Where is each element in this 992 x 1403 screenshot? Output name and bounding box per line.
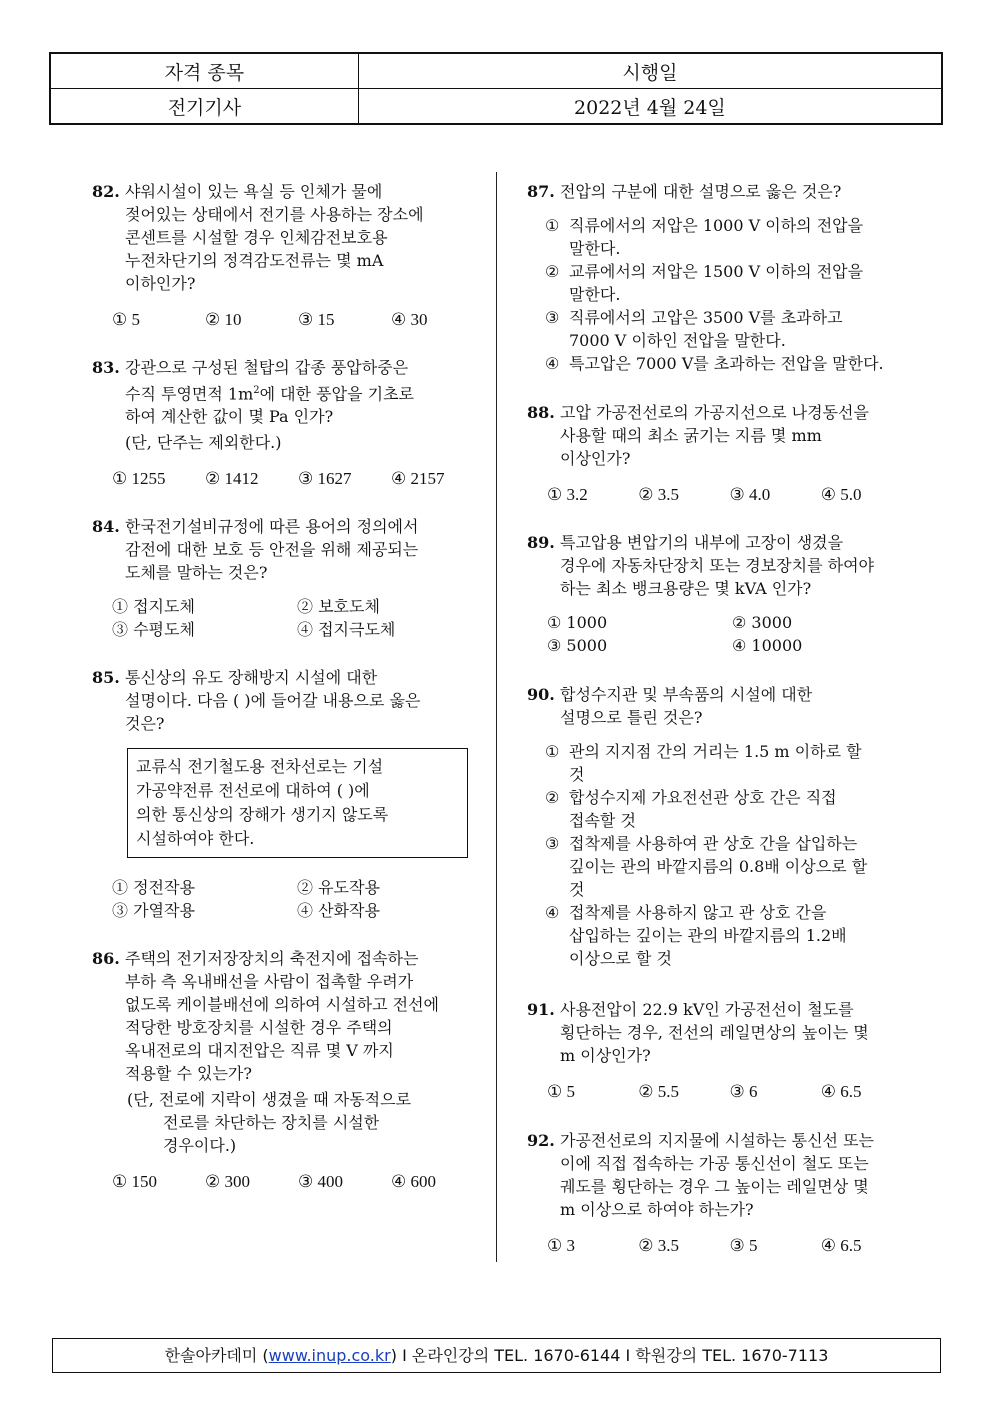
question-line: 한국전기설비규정에 따른 용어의 정의에서	[125, 517, 419, 537]
option-line: 7000 V 이하인 전압을 말한다.	[569, 331, 786, 350]
option-number: ①	[545, 742, 560, 761]
question-line: 전압의 구분에 대한 설명으로 옳은 것은?	[560, 182, 842, 201]
question-number: 92.	[527, 1131, 555, 1150]
question-line: 하여 계산한 값이 몇 Pa 인가?	[125, 407, 334, 427]
option-number: ④	[545, 903, 560, 922]
question-number: 83.	[92, 358, 120, 377]
footer-academy: 한솔아카데미 (	[164, 1346, 269, 1365]
question-84	[92, 515, 484, 641]
option-2[interactable]: ② 5.5	[638, 1082, 679, 1101]
answer-options	[92, 467, 484, 490]
question-text	[125, 180, 484, 295]
option-1[interactable]: ① 정전작용	[112, 878, 195, 898]
question-text	[560, 683, 912, 729]
question-line: 도체를 말하는 것은?	[125, 563, 268, 583]
exam-info-table	[49, 52, 943, 125]
option-1[interactable]: ① 접지도체	[112, 597, 195, 617]
option-4[interactable]: ④ 접지극도체	[297, 620, 396, 640]
header-col1-title: 자격 종목	[50, 53, 358, 89]
option-number: ①	[545, 216, 560, 235]
question-line: 사용전압이 22.9 kV인 가공전선이 철도를	[560, 1000, 854, 1019]
question-number: 88.	[527, 403, 555, 422]
option-line: 직류에서의 고압은 3500 V를 초과하고	[569, 308, 843, 327]
option-line: 접착제를 사용하지 않고 관 상호 간을	[569, 903, 827, 922]
option-2[interactable]: ② 10	[205, 310, 242, 329]
question-line: 합성수지관 및 부속품의 시설에 대한	[560, 685, 813, 704]
question-number: 84.	[92, 517, 120, 537]
question-line: 경우에 자동차단장치 또는 경보장치를 하여야	[560, 556, 875, 575]
question-line: 고압 가공전선로의 가공지선으로 나경동선을	[560, 403, 869, 422]
answer-options	[527, 1234, 912, 1257]
option-3[interactable]: ③ 4.0	[729, 485, 771, 504]
option-1[interactable]	[545, 214, 912, 260]
question-line: m 이상으로 하여야 하는가?	[560, 1200, 754, 1219]
question-fragment: 수직 투영면적 1m	[125, 384, 254, 404]
question-87	[527, 180, 912, 375]
option-1[interactable]: ① 150	[112, 1172, 157, 1192]
question-text	[125, 947, 484, 1157]
option-4[interactable]: ④ 30	[391, 310, 428, 329]
option-3[interactable]	[545, 306, 912, 352]
question-text	[125, 356, 484, 454]
question-line: 부하 측 옥내배선을 사람이 접촉할 우려가	[125, 972, 414, 992]
question-90	[527, 683, 912, 970]
option-line: 말한다.	[569, 239, 621, 258]
question-text	[560, 180, 912, 203]
option-2[interactable]: ② 1412	[205, 469, 259, 489]
question-line: 감전에 대한 보호 등 안전을 위해 제공되는	[125, 540, 419, 560]
question-line: 강관으로 구성된 철탑의 갑종 풍압하중은	[125, 358, 409, 377]
question-line: m 이상인가?	[560, 1046, 651, 1065]
option-3[interactable]	[545, 832, 912, 901]
option-number: ③	[545, 308, 560, 327]
option-line: 교류에서의 저압은 1500 V 이하의 전압을	[569, 262, 864, 281]
option-1[interactable]: ① 1255	[112, 469, 166, 489]
option-line: 합성수지제 가요전선관 상호 간은 직접	[569, 788, 837, 807]
answer-options	[527, 611, 912, 657]
condition-line: 전로를 차단하는 장치를 시설한	[163, 1113, 380, 1133]
option-number: ④	[545, 354, 560, 373]
option-2[interactable]: ② 보호도체	[297, 597, 380, 617]
footer-website-link[interactable]: www.inup.co.kr	[268, 1346, 391, 1365]
question-line: 콘센트를 시설할 경우 인체감전보호용	[125, 228, 388, 247]
option-2[interactable]: ② 300	[205, 1172, 250, 1192]
option-3[interactable]: ③ 5	[729, 1236, 758, 1255]
question-83	[92, 356, 484, 490]
option-2[interactable]	[545, 260, 912, 306]
question-number: 90.	[527, 685, 555, 704]
question-85	[92, 666, 484, 922]
question-number: 82.	[92, 182, 120, 201]
question-91	[527, 998, 912, 1103]
option-4[interactable]: ④ 6.5	[820, 1236, 862, 1255]
answer-options	[527, 1080, 912, 1103]
left-column	[92, 180, 484, 1193]
question-88	[527, 401, 912, 506]
option-1[interactable]: ① 3.2	[547, 485, 588, 504]
superscript: 2	[253, 385, 260, 396]
question-92	[527, 1129, 912, 1257]
option-number: ②	[545, 788, 560, 807]
option-2[interactable]: ② 유도작용	[297, 878, 380, 898]
option-4[interactable]: ④ 600	[391, 1172, 436, 1192]
answer-options	[92, 595, 484, 641]
question-number: 87.	[527, 182, 555, 201]
question-line	[125, 379, 484, 405]
header-exam-date: 2022년 4월 24일	[358, 89, 942, 125]
question-text	[125, 515, 484, 584]
question-86	[92, 947, 484, 1193]
question-text	[560, 401, 912, 470]
question-line: 이에 직접 접속하는 가공 통신선이 철도 또는	[560, 1154, 869, 1173]
option-4[interactable]	[545, 352, 912, 375]
option-line: 특고압은 7000 V를 초과하는 전압을 말한다.	[569, 354, 884, 373]
question-line: 적당한 방호장치를 시설한 경우 주택의	[125, 1018, 393, 1038]
question-line: 설명이다. 다음 ( )에 들어갈 내용으로 옳은	[125, 691, 421, 711]
question-note: (단, 단주는 제외한다.)	[125, 433, 282, 453]
option-number: ②	[545, 262, 560, 281]
footer-contact: ) Ι 온라인강의 TEL. 1670-6144 Ι 학원강의 TEL. 1670-7113	[390, 1346, 829, 1365]
question-line: 설명으로 틀린 것은?	[560, 708, 703, 727]
option-line: 말한다.	[569, 285, 621, 304]
page-footer	[52, 1338, 941, 1373]
option-line: 이상으로 할 것	[569, 949, 672, 968]
option-3[interactable]: ③ 400	[298, 1172, 343, 1192]
question-number: 89.	[527, 533, 555, 552]
answer-options	[92, 1170, 484, 1193]
right-column	[527, 180, 912, 1257]
header-col2-title: 시행일	[358, 53, 942, 89]
option-3[interactable]: ③ 6	[729, 1082, 758, 1101]
question-text	[560, 1129, 912, 1221]
option-line: 관의 지지점 간의 거리는 1.5 m 이하로 할	[569, 742, 862, 761]
option-line: 것	[569, 880, 585, 899]
option-line: 깊이는 관의 바깥지름의 0.8배 이상으로 할	[569, 857, 868, 876]
question-number: 85.	[92, 668, 120, 688]
option-4[interactable]	[545, 901, 912, 970]
question-text	[560, 998, 912, 1067]
question-line: 이상인가?	[560, 449, 631, 468]
question-line: 가공전선로의 지지물에 시설하는 통신선 또는	[560, 1131, 875, 1150]
option-1[interactable]: ① 1000	[547, 613, 608, 632]
option-2[interactable]: ② 3000	[732, 613, 793, 632]
question-line: 하는 최소 뱅크용량은 몇 kVA 인가?	[560, 579, 812, 598]
question-line: 궤도를 횡단하는 경우 그 높이는 레일면상 몇	[560, 1177, 869, 1196]
passage-line: 교류식 전기철도용 전차선로는 기설	[136, 757, 384, 777]
option-number: ③	[545, 834, 560, 853]
question-line: 것은?	[125, 714, 165, 734]
passage-line: 의한 통신상의 장해가 생기지 않도록	[136, 805, 389, 825]
question-line: 이하인가?	[125, 274, 196, 293]
option-line: 직류에서의 저압은 1000 V 이하의 전압을	[569, 216, 864, 235]
answer-options	[92, 876, 484, 922]
option-3[interactable]: ③ 5000	[547, 636, 608, 655]
question-line: 없도록 케이블배선에 의하여 시설하고 전선에	[125, 995, 440, 1015]
passage-line: 시설하여야 한다.	[136, 829, 255, 849]
option-2[interactable]	[545, 786, 912, 832]
question-condition	[125, 1088, 484, 1157]
option-2[interactable]: ② 3.5	[638, 485, 679, 504]
option-4[interactable]: ④ 6.5	[820, 1082, 862, 1101]
option-3[interactable]: ③ 15	[298, 310, 335, 329]
question-line: 누전차단기의 정격감도전류는 몇 mA	[125, 251, 384, 270]
question-line: 주택의 전기저장장치의 축전지에 접속하는	[125, 949, 419, 969]
option-3[interactable]: ③ 1627	[298, 469, 352, 489]
question-line: 옥내전로의 대지전압은 직류 몇 V 까지	[125, 1041, 394, 1061]
question-82	[92, 180, 484, 331]
question-line: 샤워시설이 있는 욕실 등 인체가 물에	[125, 182, 383, 201]
option-line: 접착제를 사용하여 관 상호 간을 삽입하는	[569, 834, 858, 853]
condition-line: 경우이다.)	[163, 1136, 237, 1156]
option-1[interactable]: ① 3	[547, 1236, 575, 1255]
question-line: 젖어있는 상태에서 전기를 사용하는 장소에	[125, 205, 424, 224]
option-3[interactable]: ③ 수평도체	[112, 620, 195, 640]
option-4[interactable]: ④ 산화작용	[297, 901, 380, 921]
question-89	[527, 531, 912, 657]
option-line: 것	[569, 765, 585, 784]
question-line: 적용할 수 있는가?	[125, 1064, 252, 1084]
option-3[interactable]: ③ 가열작용	[112, 901, 195, 921]
header-subject: 전기기사	[50, 89, 358, 125]
option-line: 삽입하는 깊이는 관의 바깥지름의 1.2배	[569, 926, 847, 945]
option-line: 접속할 것	[569, 811, 636, 830]
passage-box	[127, 748, 468, 858]
option-4[interactable]: ④ 10000	[732, 636, 803, 655]
question-text	[125, 666, 484, 735]
question-line: 통신상의 유도 장해방지 시설에 대한	[125, 668, 378, 688]
question-line: 특고압용 변압기의 내부에 고장이 생겼을	[560, 533, 844, 552]
condition-line: (단, 전로에 지락이 생겼을 때 자동적으로	[127, 1090, 412, 1110]
option-4[interactable]: ④ 2157	[391, 469, 445, 489]
question-text	[560, 531, 912, 600]
answer-options	[527, 483, 912, 506]
answer-options	[92, 308, 484, 331]
question-number: 91.	[527, 1000, 555, 1019]
option-1[interactable]: ① 5	[112, 310, 140, 329]
answer-options	[527, 214, 912, 375]
option-1[interactable]: ① 5	[547, 1082, 575, 1101]
question-number: 86.	[92, 949, 120, 969]
column-divider	[496, 172, 497, 1262]
question-fragment: 에 대한 풍압을 기초로	[259, 384, 415, 404]
option-4[interactable]: ④ 5.0	[820, 485, 862, 504]
question-line: 사용할 때의 최소 굵기는 지름 몇 mm	[560, 426, 822, 445]
question-line: 횡단하는 경우, 전선의 레일면상의 높이는 몇	[560, 1023, 869, 1042]
answer-options	[527, 740, 912, 970]
option-1[interactable]	[545, 740, 912, 786]
passage-line: 가공약전류 전선로에 대하여 ( )에	[136, 781, 370, 801]
option-2[interactable]: ② 3.5	[638, 1236, 679, 1255]
